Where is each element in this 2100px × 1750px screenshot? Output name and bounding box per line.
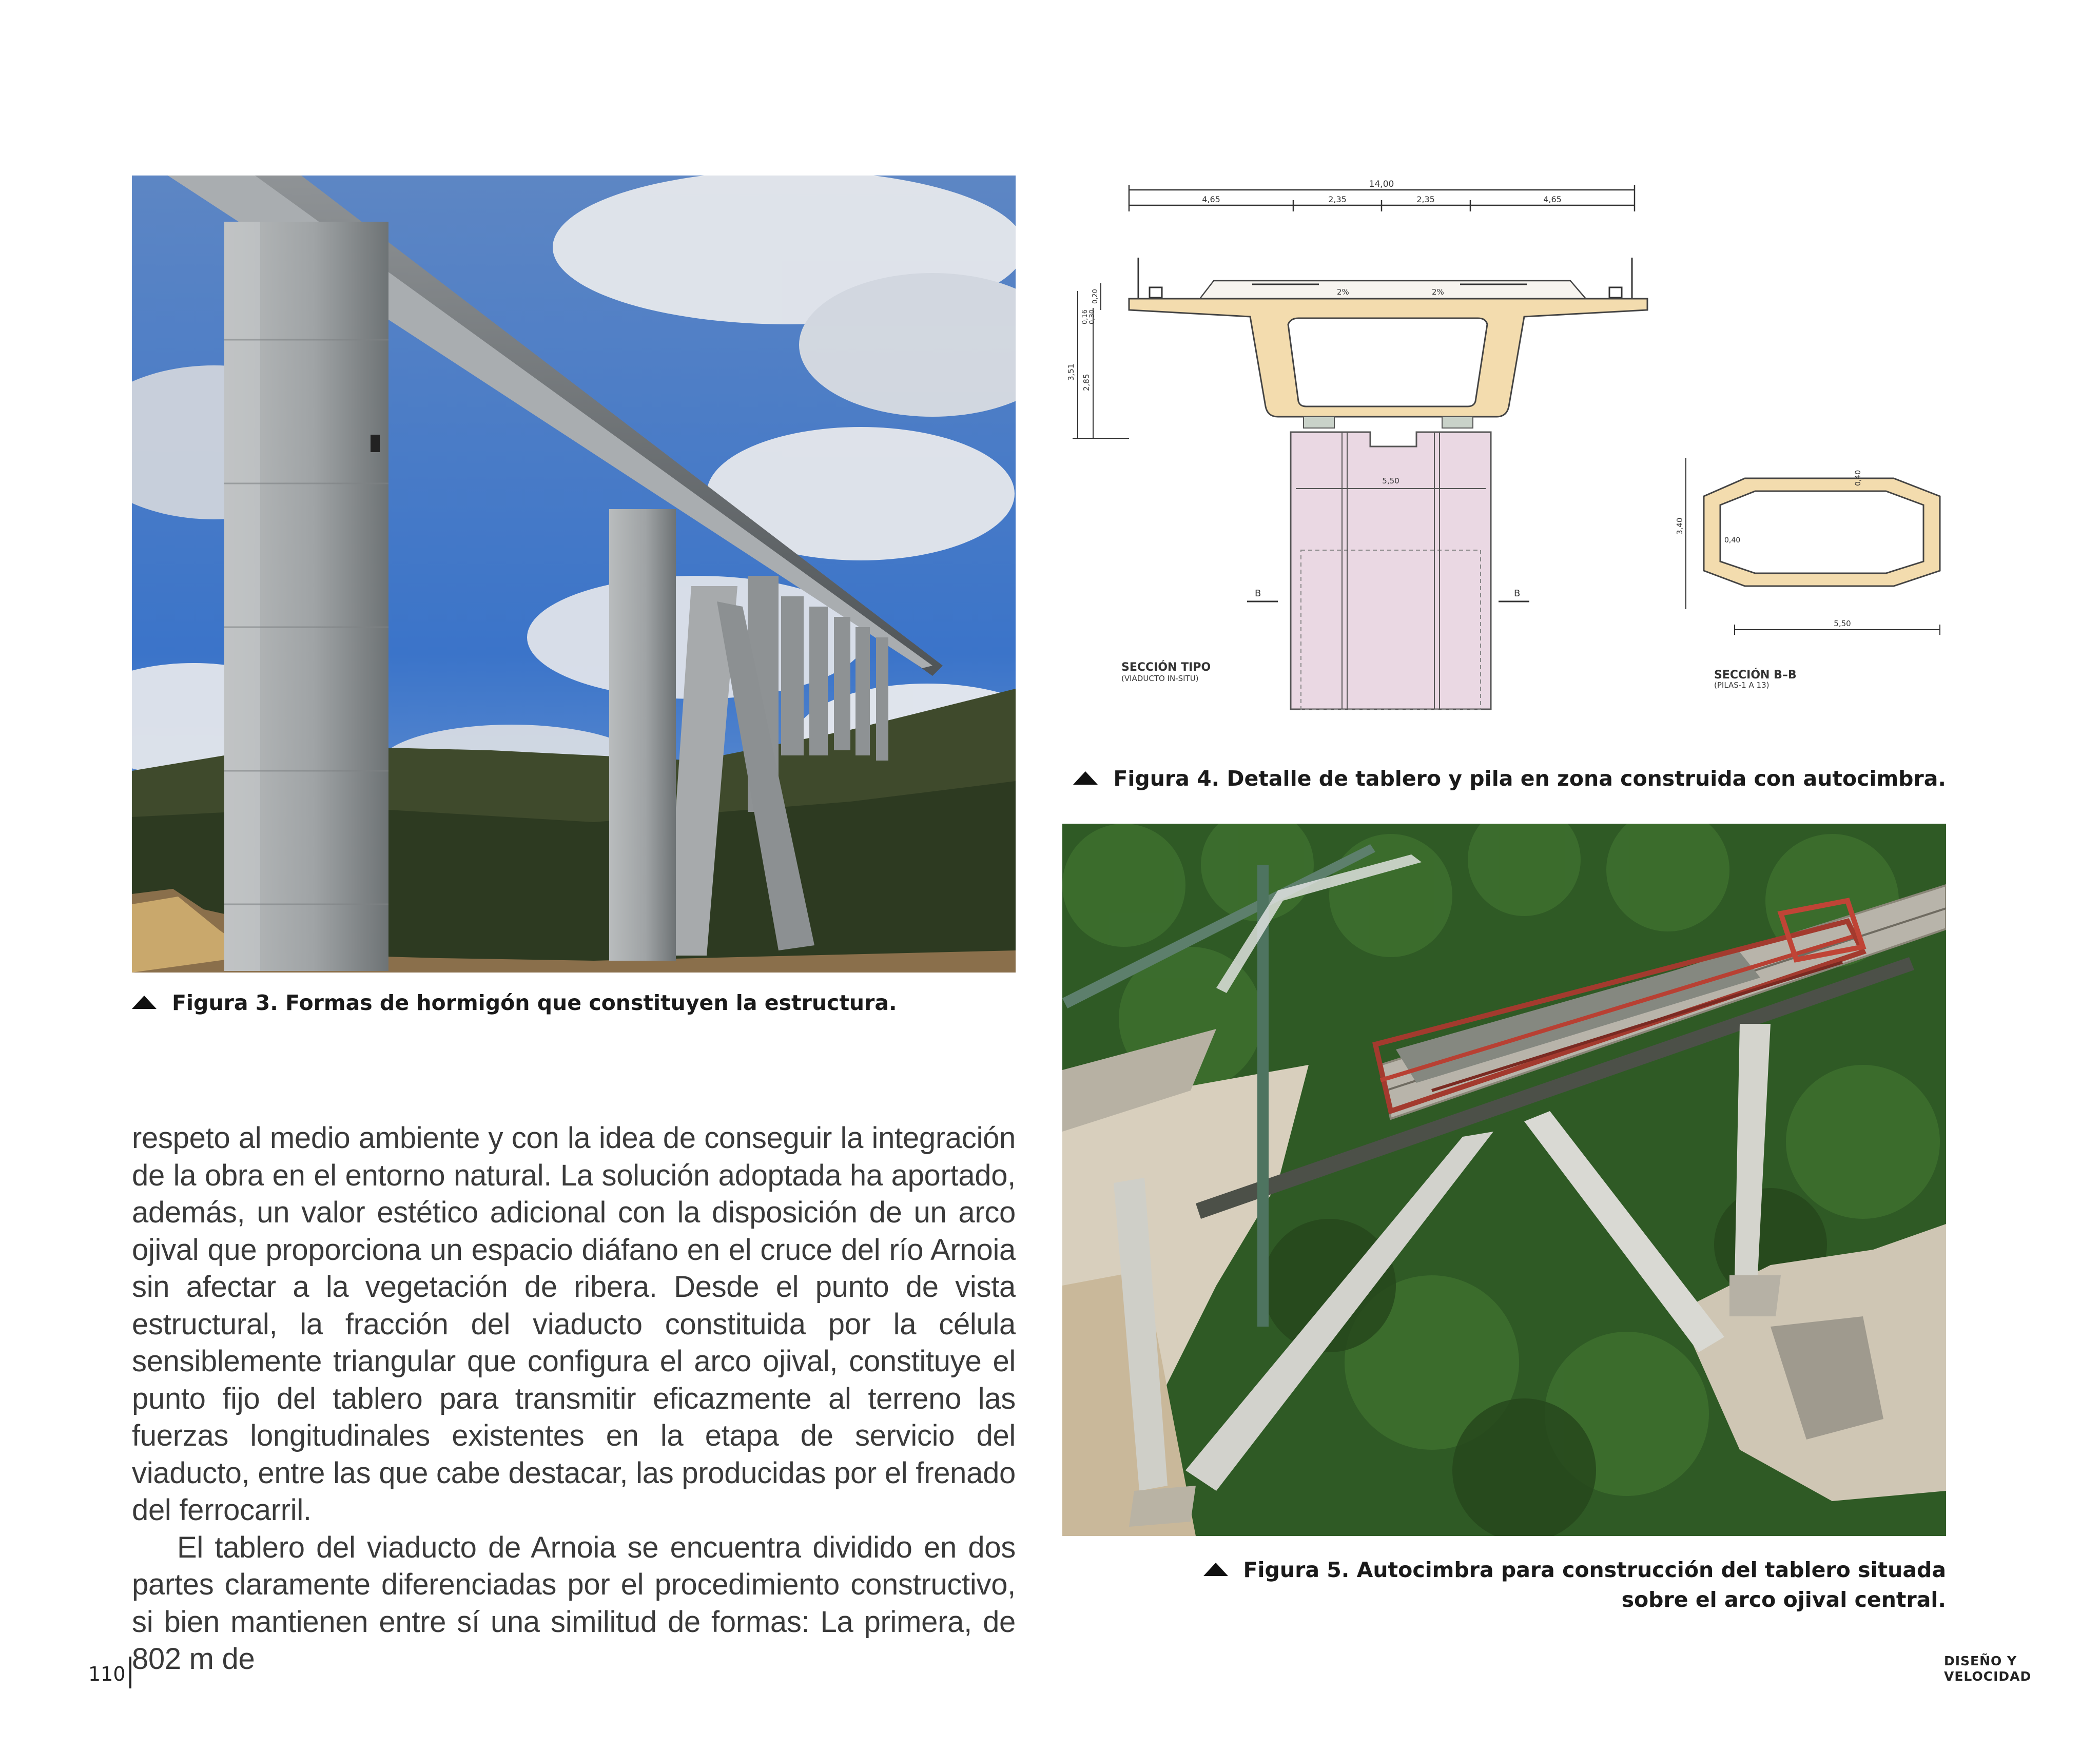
dim-label-2: 2,35 — [1328, 195, 1347, 204]
page-number: 110 — [88, 1663, 126, 1685]
box-girder-void — [1288, 318, 1487, 406]
deck-height-label: 3,51 — [1066, 363, 1076, 381]
ballast — [1200, 281, 1586, 299]
figure-4-drawing — [1062, 176, 1946, 761]
dim-label-3: 2,35 — [1416, 195, 1435, 204]
pier — [1291, 432, 1491, 709]
triangle-up-icon — [1073, 771, 1098, 785]
cut-marker-left: B — [1255, 588, 1261, 599]
page-number-divider — [129, 1657, 131, 1688]
pier-width-label: 5,50 — [1382, 476, 1399, 485]
dim-label-1: 4,65 — [1202, 195, 1220, 204]
triangle-up-icon — [132, 996, 157, 1009]
article-body — [132, 1120, 1016, 1678]
bb-width-label: 5,50 — [1834, 619, 1851, 628]
top-dim-3: 0,30 — [1088, 309, 1096, 324]
bb-thickness-side: 0,40 — [1724, 536, 1741, 545]
figure-3-caption: Figura 3. Formas de hormigón que constituyen la estructura. — [132, 988, 1016, 1018]
section-bb-title: SECCIÓN B–B — [1714, 669, 1797, 682]
slope-right: 2% — [1432, 287, 1444, 297]
triangle-up-icon — [1203, 1563, 1228, 1576]
paragraph-1: respeto al medio ambiente y con la idea de conseguir la integración de la obra en el entorno natural. La solución adoptada ha aportado, además, un valor estético adicional con la disposición de un arco ojival que proporciona un espacio diáfano en el cruce del río Arnoia sin afectar a la vegetación de ribera. Desde el punto de vista estructural, la fracción del viaducto constituida por la célula sensiblemente triangular que configura el arco ojival, constituye el punto fijo del tablero para transmitir eficazmente al terreno las fuerzas longitudinales existentes en la etapa de servicio del viaducto, entre las que cabe destacar, las producidas por el frenado del ferrocarril. — [132, 1121, 1016, 1527]
top-dim-1: 0,20 — [1092, 289, 1099, 304]
dim-label-4: 4,65 — [1543, 195, 1562, 204]
figure-4-caption: Figura 4. Detalle de tablero y pila en zona construida con autocimbra. — [1062, 764, 1946, 793]
pier-mid — [609, 509, 676, 961]
section-bb-sub: (PILAS-1 A 13) — [1714, 680, 1770, 690]
web-height-label: 2,85 — [1082, 374, 1091, 391]
section-type-sub: (VIADUCTO IN-SITU) — [1121, 674, 1199, 683]
slope-left: 2% — [1337, 287, 1349, 297]
section-type-title: SECCIÓN TIPO — [1121, 661, 1211, 674]
top-dim-2: 0,16 — [1081, 309, 1089, 324]
paragraph-2: El tablero del viaducto de Arnoia se encuentra dividido en dos partes claramente diferenciadas por el procedimiento constructivo, si bien mantienen entre sí una similitud de formas: La primera, de 802 m de — [132, 1530, 1016, 1676]
figure-5-caption: Figura 5. Autocimbra para construcción del tablero situada sobre el arco ojival central. — [1062, 1555, 1946, 1615]
total-width-label: 14,00 — [1369, 179, 1394, 189]
bb-thickness-top: 0,40 — [1854, 470, 1862, 486]
cut-marker-right: B — [1514, 588, 1521, 599]
section-tag: DISEÑO Y VELOCIDAD — [1944, 1654, 2032, 1684]
bb-height-label: 3,40 — [1675, 517, 1684, 535]
figure-3-photo — [132, 176, 1016, 973]
figure-5-photo — [1062, 824, 1946, 1536]
